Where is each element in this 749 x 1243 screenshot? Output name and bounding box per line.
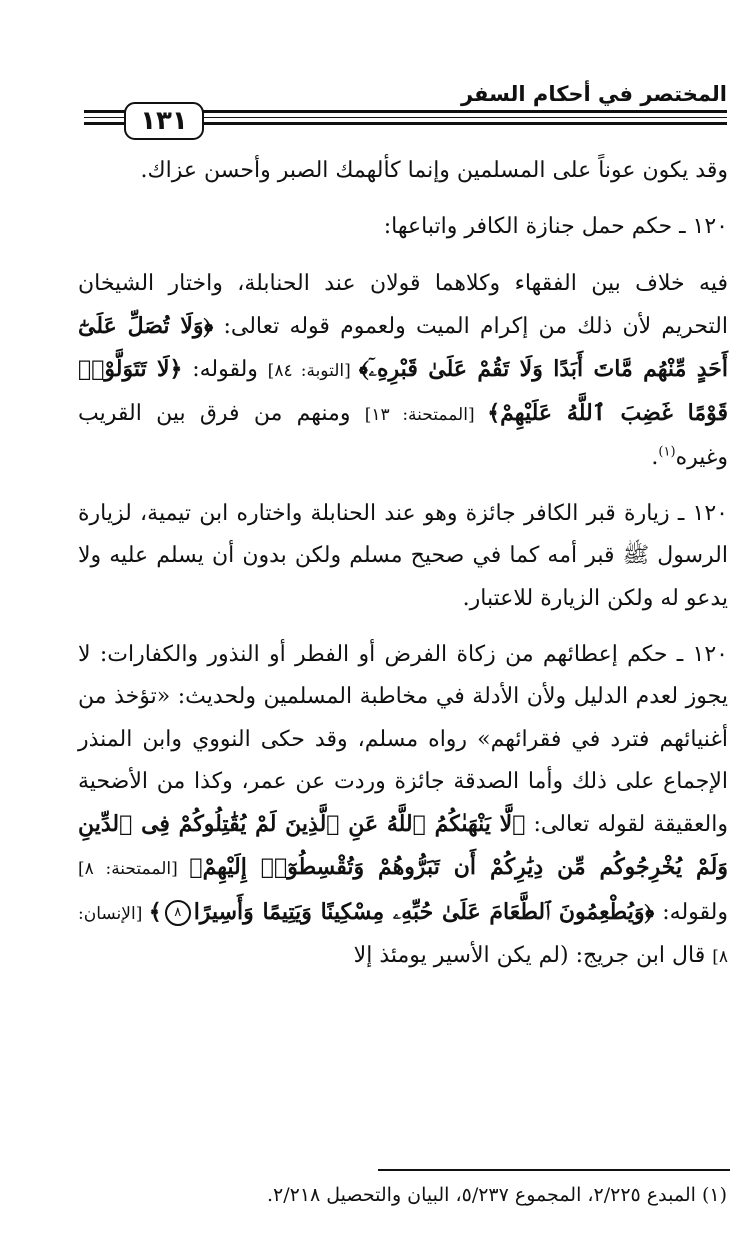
quran-quote: ﴿لَا تَتَوَلَّوْا۟ قَوْمًا غَضِبَ ٱللَّهُ عَلَيْهِمْ﴾: [78, 356, 729, 427]
quran-reference: [الإنسان: ٨]: [78, 903, 728, 968]
quran-reference: [التوبة: ٨٤]: [267, 361, 359, 382]
paragraph-zakat-ruling: [78, 634, 728, 978]
quran-quote: ﴿وَلَا تُصَلِّ عَلَىٰٓ أَحَدٍ مِّنْهُم مَّاتَ أَبَدًا وَلَا تَقُمْ عَلَىٰ قَبْرِهِۦٓ﴾: [78, 312, 729, 383]
footnote: (١) المبدع ٢/٢٢٥، المجموع ٥/٢٣٧، البيان والتحصيل ٢/٢١٨.: [266, 1184, 727, 1206]
text-run: قال ابن جريج: (لم يكن الأسير يومئذ إلا: [353, 943, 713, 969]
running-title: المختصر في أحكام السفر: [460, 82, 727, 106]
paragraph-funeral-ruling: [78, 263, 728, 479]
quran-reference: [الممتحنة: ١٣]: [364, 405, 488, 426]
text-run: ولقوله:: [654, 899, 728, 925]
quran-quote-end: ﴾: [148, 898, 162, 925]
paragraph-grave-visit: ١٢٠ ـ زيارة قبر الكافر جائزة وهو عند الحنابلة واختاره ابن تيمية، لزيارة الرسول ﷺ قبر أمه كما في صحيح مسلم ولكن بدون أن يسلم عليه ولا يدعو له ولكن الزيارة للاعتبار.: [78, 501, 728, 611]
text-run: ومنهم من فرق بين القريب وغيره: [78, 401, 728, 470]
text-run: .: [651, 444, 659, 470]
paragraph-continuation: وقد يكون عوناً على المسلمين وإنما كألهمك الصبر وأحسن عزاك.: [140, 158, 728, 183]
page-body: [78, 150, 728, 978]
text-run: فيه خلاف بين الفقهاء وكلاهما قولان عند الحنابلة، واختار الشيخان التحريم لأن ذلك من إكرام الميت ولعموم قوله تعالى:: [78, 270, 728, 339]
footnote-marker[interactable]: (١): [658, 444, 676, 460]
quran-reference: [الممتحنة: ٨]: [78, 859, 190, 880]
quran-quote: ﴿لَّا يَنْهَىٰكُمُ ٱللَّهُ عَنِ ٱلَّذِينَ لَمْ يُقَٰتِلُوكُمْ فِى ٱلدِّينِ وَلَمْ يُخْرِجُوكُم مِّن دِيَٰرِكُمْ أَن تَبَرُّوهُمْ وَتُقْسِطُوٓا۟ إِلَيْهِمْ﴾: [78, 811, 729, 881]
ayah-number-icon: ٨: [165, 900, 191, 926]
page-number: ١٣١: [140, 106, 188, 136]
section-heading-funeral: ١٢٠ ـ حكم حمل جنازة الكافر واتباعها:: [383, 214, 728, 240]
quran-quote: ﴿وَيُطْعِمُونَ ٱلطَّعَامَ عَلَىٰ حُبِّهِۦ مِسْكِينًا وَيَتِيمًا وَأَسِيرًا: [193, 898, 655, 925]
text-run: ولقوله:: [182, 357, 268, 383]
footnote-separator: [378, 1169, 730, 1171]
text-run: ١٢٠ ـ حكم إعطائهم من زكاة الفرض أو الفطر أو النذور والكفارات: لا يجوز لعدم الدليل ولأن الأدلة في مخاطبة المسلمين ولحديث: «تؤخذ من أغنيائهم فترد في فقرائهم» رواه مسلم، وقد حكى النووي وابن المنذر الإجماع على ذلك وأما الصدقة جائزة وردت عن عمر، وكذا من الأضحية والعقيقة لقوله تعالى:: [78, 641, 728, 838]
page-number-frame: [124, 102, 204, 140]
